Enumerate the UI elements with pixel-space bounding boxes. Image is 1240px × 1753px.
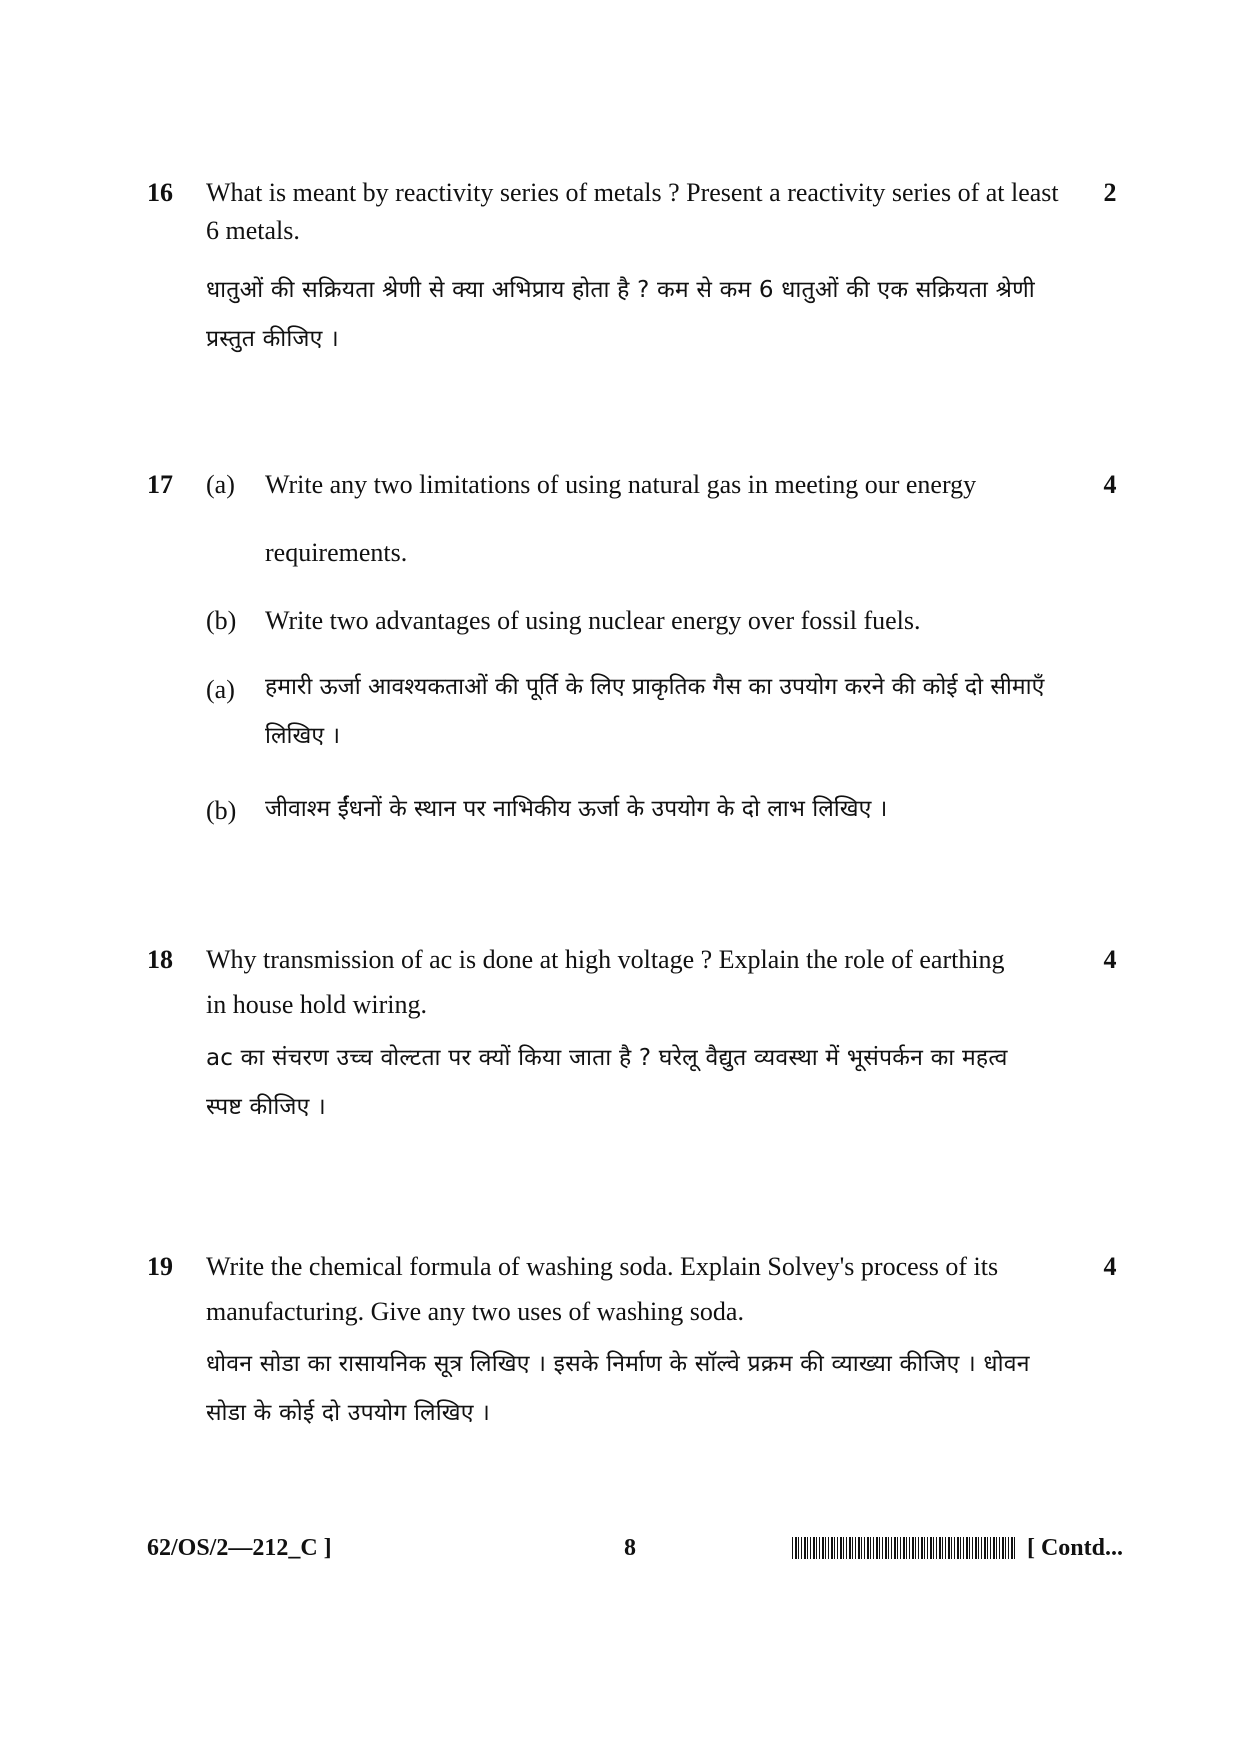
question-number: 19 <box>147 1252 173 1281</box>
question-marks: 2 <box>1103 178 1117 207</box>
part-text-english: Write two advantages of using nuclear energy over fossil fuels. <box>265 606 921 635</box>
question-text-english: What is meant by reactivity series of metals ? Present a reactivity series of at least 6 metals. <box>206 178 1059 245</box>
part-text-english: Write any two limitations of using natural gas in meeting our energy requirements. <box>265 470 977 567</box>
question-text-hindi: धातुओं की सक्रियता श्रेणी से क्या अभिप्राय होता है ? कम से कम 6 धातुओं की एक सक्रियता श्रेणी प्रस्तुत कीजिए । <box>206 277 1035 352</box>
barcode-icon <box>792 1537 1017 1559</box>
question-number: 18 <box>147 945 173 974</box>
part-label: (a) <box>206 470 235 499</box>
question-text-hindi: धोवन सोडा का रासायनिक सूत्र लिखिए । इसके निर्माण के सॉल्वे प्रक्रम की व्याख्या कीजिए । धोवन सोडा के कोई दो उपयोग लिखिए । <box>206 1351 1030 1426</box>
page-footer <box>0 1530 1240 1570</box>
paper-code: 62/OS/2—212_C ] <box>147 1535 332 1561</box>
page-number: 8 <box>624 1535 636 1561</box>
question-number: 17 <box>147 470 173 499</box>
contd-label: [ Contd... <box>1026 1535 1123 1561</box>
question-marks: 4 <box>1103 1252 1117 1281</box>
part-label: (a) <box>206 675 235 704</box>
part-text-hindi: जीवाश्म ईंधनों के स्थान पर नाभिकीय ऊर्जा के उपयोग के दो लाभ लिखिए । <box>265 796 888 822</box>
question-text-english: Why transmission of ac is done at high voltage ? Explain the role of earthing in house hold wiring. <box>206 945 1005 1019</box>
question-text-english: Write the chemical formula of washing soda. Explain Solvey's process of its manufacturing. Give any two uses of washing soda. <box>206 1252 999 1326</box>
footer-right <box>783 1530 1123 1566</box>
question-marks: 4 <box>1103 945 1117 974</box>
part-label: (b) <box>206 796 237 825</box>
part-label: (b) <box>206 606 237 635</box>
question-number: 16 <box>147 178 173 207</box>
part-text-hindi: हमारी ऊर्जा आवश्यकताओं की पूर्ति के लिए प्राकृतिक गैस का उपयोग करने की कोई दो सीमाएँ लिखिए । <box>265 674 1045 749</box>
question-text-hindi: ac का संचरण उच्च वोल्टता पर क्यों किया जाता है ? घरेलू वैद्युत व्यवस्था में भूसंपर्कन का महत्व स्पष्ट कीजिए । <box>206 1045 1008 1120</box>
question-marks: 4 <box>1103 470 1117 499</box>
